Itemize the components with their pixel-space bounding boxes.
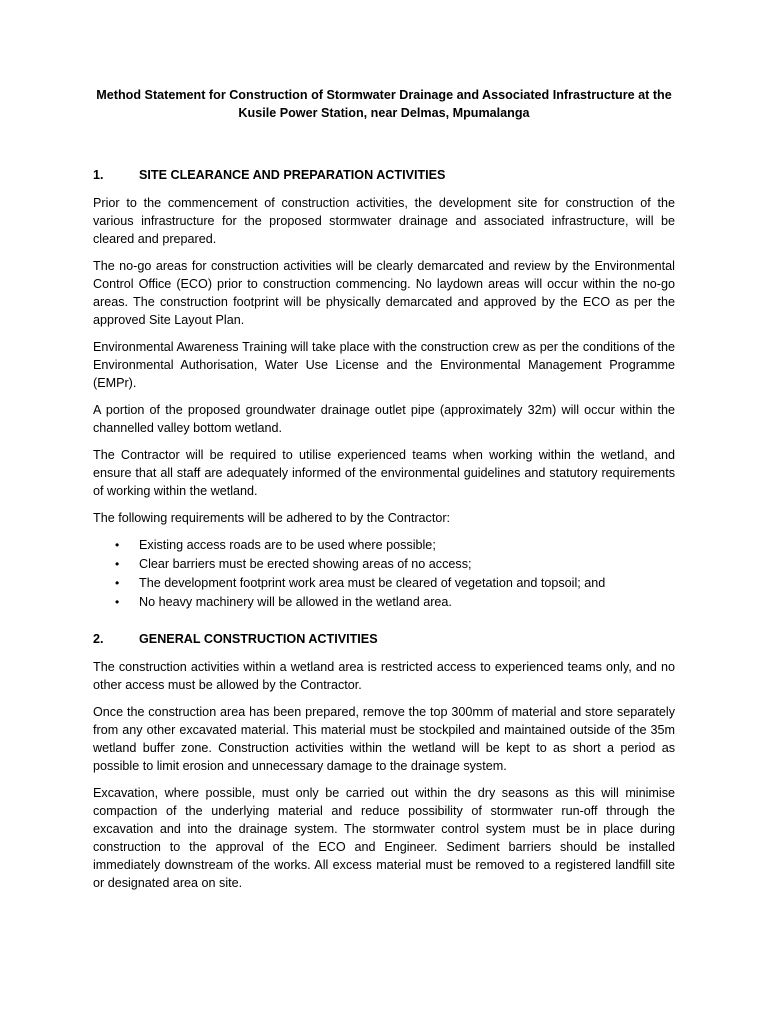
bullet-icon: •: [115, 557, 120, 571]
document-page: [93, 86, 675, 901]
bullet-icon: •: [115, 595, 120, 609]
paragraph: Once the construction area has been prepared, remove the top 300mm of material and store separately from any other excavated material. This material must be stockpiled and maintained outside of the 35m wetland buffer zone. Construction activities within the wetland will be kept to as short a period as possible to limit erosion and unnecessary damage to the drainage system.: [93, 705, 675, 773]
list-item-text: The development footprint work area must be cleared of vegetation and topsoil; and: [139, 576, 606, 590]
paragraph: The construction activities within a wetland area is restricted access to experienced teams only, and no other access must be allowed by the Contractor.: [93, 660, 675, 692]
paragraph: Prior to the commencement of construction activities, the development site for construction of the various infrastructure for the proposed stormwater drainage and associated infrastructure, will be cleared and prepared.: [93, 196, 675, 246]
paragraph: The no-go areas for construction activities will be clearly demarcated and review by the Environmental Control Office (ECO) prior to construction commencing. No laydown areas will occur within the no-go areas. The construction footprint will be physically demarcated and approved by the ECO as per the approved Site Layout Plan.: [93, 259, 675, 327]
section-title: GENERAL CONSTRUCTION ACTIVITIES: [139, 632, 378, 646]
requirements-list: [93, 536, 675, 612]
list-item-text: Existing access roads are to be used where possible;: [139, 538, 436, 552]
paragraph: A portion of the proposed groundwater drainage outlet pipe (approximately 32m) will occur within the channelled valley bottom wetland.: [93, 403, 675, 435]
section-number: 2.: [93, 632, 104, 646]
list-item: [115, 593, 675, 612]
bullet-icon: •: [115, 576, 120, 590]
list-item: [115, 536, 675, 555]
list-item-text: No heavy machinery will be allowed in the wetland area.: [139, 595, 452, 609]
section-heading-1: [93, 166, 675, 184]
paragraph: Environmental Awareness Training will take place with the construction crew as per the conditions of the Environmental Authorisation, Water Use License and the Environmental Management Programme (EMPr).: [93, 340, 675, 390]
list-item: [115, 574, 675, 593]
section-heading-2: [93, 630, 675, 648]
document-title: Method Statement for Construction of Stormwater Drainage and Associated Infrastructure at the Kusile Power Station, near Delmas, Mpumalanga: [96, 88, 672, 120]
paragraph: The following requirements will be adhered to by the Contractor:: [93, 511, 451, 525]
list-item: [115, 555, 675, 574]
section-title: SITE CLEARANCE AND PREPARATION ACTIVITIES: [139, 168, 446, 182]
bullet-icon: •: [115, 538, 120, 552]
paragraph: The Contractor will be required to utilise experienced teams when working within the wetland, and ensure that all staff are adequately informed of the environmental guidelines and statutory requirements of working within the wetland.: [93, 448, 675, 498]
paragraph: Excavation, where possible, must only be carried out within the dry seasons as this will minimise compaction of the underlying material and reduce possibility of stormwater run-off through the excavation and into the drainage system. The stormwater control system must be in place during construction to the approval of the ECO and Engineer. Sediment barriers should be installed immediately downstream of the works. All excess material must be removed to a registered landfill site or designated area on site.: [93, 786, 675, 890]
section-number: 1.: [93, 168, 104, 182]
list-item-text: Clear barriers must be erected showing areas of no access;: [139, 557, 472, 571]
